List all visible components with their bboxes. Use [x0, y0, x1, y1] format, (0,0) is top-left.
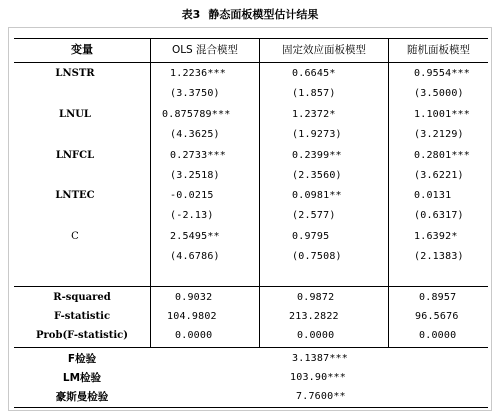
table-title: 静态面板模型估计结果 — [208, 8, 319, 21]
stat-name: F-statistic — [53, 311, 111, 322]
table-caption — [0, 6, 500, 22]
fe-t-stat: (1.9273) — [292, 129, 342, 140]
test-name: LM检验 — [62, 372, 102, 384]
variable-name: LNSTR — [55, 68, 95, 79]
fe-coefficient: 1.2372* — [292, 109, 336, 120]
test-value: 7.7600** — [296, 391, 346, 402]
fe-coefficient: 0.2399** — [292, 150, 342, 161]
ols-stat: 104.9802 — [167, 311, 217, 322]
header-fixed-effects: 固定效应面板模型 — [282, 44, 366, 56]
test-value: 3.1387*** — [292, 353, 348, 364]
re-coefficient: 1.1001*** — [414, 109, 470, 120]
ols-coefficient: 1.2236*** — [170, 68, 226, 79]
re-stat: 0.0000 — [419, 330, 457, 341]
fe-t-stat: (2.3560) — [292, 170, 342, 181]
ols-coefficient: 0.875789*** — [162, 109, 231, 120]
ols-stat: 0.9032 — [175, 292, 213, 303]
re-stat: 96.5676 — [415, 311, 459, 322]
ols-stat: 0.0000 — [175, 330, 213, 341]
column-divider-1 — [150, 38, 151, 348]
stats-bottom-rule — [14, 347, 488, 348]
fe-coefficient: 0.6645* — [292, 68, 336, 79]
table-number: 表3 — [181, 8, 201, 21]
variable-name: C — [71, 231, 79, 242]
ols-t-stat: (3.3750) — [170, 88, 220, 99]
fe-t-stat: (1.857) — [292, 88, 336, 99]
re-coefficient: 0.0131 — [414, 190, 452, 201]
fe-t-stat: (0.7508) — [292, 251, 342, 262]
test-value: 103.90*** — [290, 372, 346, 383]
ols-t-stat: (-2.13) — [170, 210, 214, 221]
re-t-stat: (3.6221) — [414, 170, 464, 181]
re-coefficient: 0.9554*** — [414, 68, 470, 79]
bottom-rule — [14, 407, 488, 408]
re-coefficient: 1.6392* — [414, 231, 458, 242]
column-divider-2 — [259, 38, 260, 348]
fe-stat: 213.2822 — [289, 311, 339, 322]
ols-t-stat: (4.3625) — [170, 129, 220, 140]
test-name: F检验 — [67, 353, 97, 365]
fe-stat: 0.9872 — [297, 292, 335, 303]
variable-name: LNFCL — [55, 150, 95, 161]
header-ols: OLS 混合模型 — [171, 44, 239, 56]
re-t-stat: (0.6317) — [414, 210, 464, 221]
re-coefficient: 0.2801*** — [414, 150, 470, 161]
ols-coefficient: 0.2733*** — [170, 150, 226, 161]
re-stat: 0.8957 — [419, 292, 457, 303]
top-rule — [14, 38, 488, 39]
stats-top-rule — [14, 286, 488, 287]
fe-t-stat: (2.577) — [292, 210, 336, 221]
fe-coefficient: 0.9795 — [292, 231, 330, 242]
variable-name: LNTEC — [55, 190, 95, 201]
ols-t-stat: (4.6786) — [170, 251, 220, 262]
ols-coefficient: 2.5495** — [170, 231, 220, 242]
header-variable: 变量 — [71, 43, 93, 56]
stat-name: Prob(F-statistic) — [36, 330, 128, 341]
ols-t-stat: (3.2518) — [170, 170, 220, 181]
header-rule — [14, 62, 488, 63]
test-name: 豪斯曼检验 — [55, 391, 109, 403]
column-divider-3 — [388, 38, 389, 348]
fe-stat: 0.0000 — [297, 330, 335, 341]
re-t-stat: (3.2129) — [414, 129, 464, 140]
re-t-stat: (3.5000) — [414, 88, 464, 99]
fe-coefficient: 0.0981** — [292, 190, 342, 201]
re-t-stat: (2.1383) — [414, 251, 464, 262]
stat-name: R-squared — [53, 292, 111, 303]
variable-name: LNUL — [59, 109, 91, 120]
ols-coefficient: -0.0215 — [170, 190, 214, 201]
header-random-effects: 随机面板模型 — [407, 44, 470, 56]
